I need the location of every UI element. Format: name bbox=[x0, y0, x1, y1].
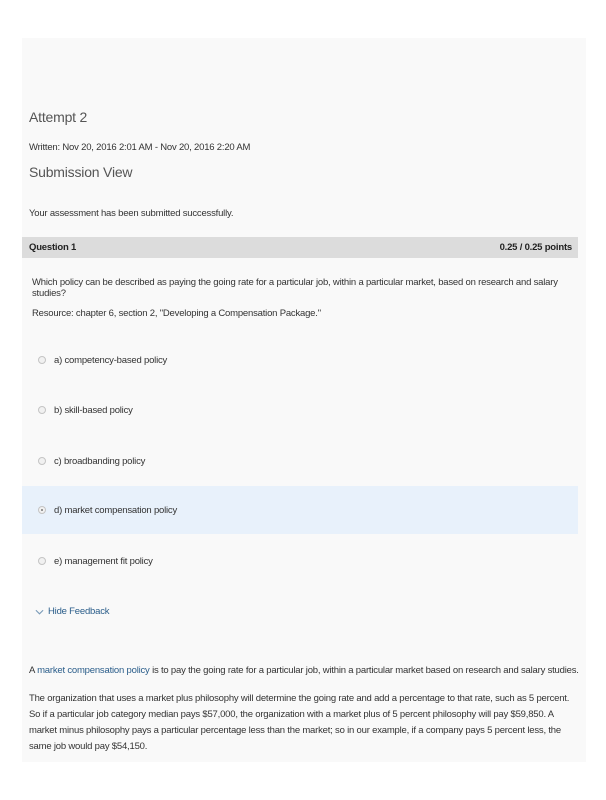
option-label: a) competency-based policy bbox=[54, 354, 168, 366]
option-label: d) market compensation policy bbox=[54, 504, 178, 516]
option-c[interactable] bbox=[22, 437, 578, 485]
radio-icon[interactable] bbox=[38, 457, 46, 465]
assessment-page bbox=[22, 38, 586, 762]
feedback-paragraph-1 bbox=[29, 665, 579, 676]
radio-icon[interactable] bbox=[38, 356, 46, 364]
submission-view-heading: Submission View bbox=[29, 164, 133, 180]
question-resource: Resource: chapter 6, section 2, "Developing a Compensation Package." bbox=[32, 308, 321, 319]
option-b[interactable] bbox=[22, 386, 578, 434]
hide-feedback-toggle[interactable] bbox=[35, 606, 109, 617]
option-d-selected[interactable] bbox=[22, 486, 578, 534]
option-label: b) skill-based policy bbox=[54, 404, 133, 416]
market-compensation-policy-link[interactable]: market compensation policy bbox=[37, 665, 150, 676]
submitted-message: Your assessment has been submitted successfully. bbox=[29, 208, 234, 219]
radio-icon[interactable] bbox=[38, 557, 46, 565]
hide-feedback-label: Hide Feedback bbox=[48, 606, 110, 617]
option-a[interactable] bbox=[22, 336, 578, 384]
chevron-down-icon bbox=[35, 609, 44, 615]
option-label: e) management fit policy bbox=[54, 555, 153, 567]
option-label: c) broadbanding policy bbox=[54, 455, 146, 467]
question-score: 0.25 / 0.25 points bbox=[499, 242, 572, 253]
attempt-title: Attempt 2 bbox=[29, 109, 88, 125]
question-text: Which policy can be described as paying the going rate for a particular job, within a particular market, based on research and salary studies? bbox=[32, 277, 558, 299]
option-e[interactable] bbox=[22, 537, 578, 585]
feedback-paragraph-2: The organization that uses a market plus philosophy will determine the going rate and add a percentage to that rate, such as 5 percent. So if a particular job category median pays $57,000, the organization with a market plus of 5 percent philosophy will pay $59,850. A market minus philosophy pays a particular percentage less than the market; so in our example, if a company pays 5 percent less, the same job would pay $54,150. bbox=[29, 693, 570, 752]
radio-icon[interactable] bbox=[38, 406, 46, 414]
question-header bbox=[22, 237, 578, 258]
feedback-p1-prefix: A bbox=[29, 665, 38, 676]
feedback-p1-suffix: is to pay the going rate for a particular job, within a particular market based on research and salary studies. bbox=[149, 665, 579, 676]
written-timestamp: Written: Nov 20, 2016 2:01 AM - Nov 20, 2016 2:20 AM bbox=[29, 142, 251, 153]
radio-checked-icon[interactable] bbox=[38, 506, 46, 514]
question-label: Question 1 bbox=[29, 242, 77, 253]
